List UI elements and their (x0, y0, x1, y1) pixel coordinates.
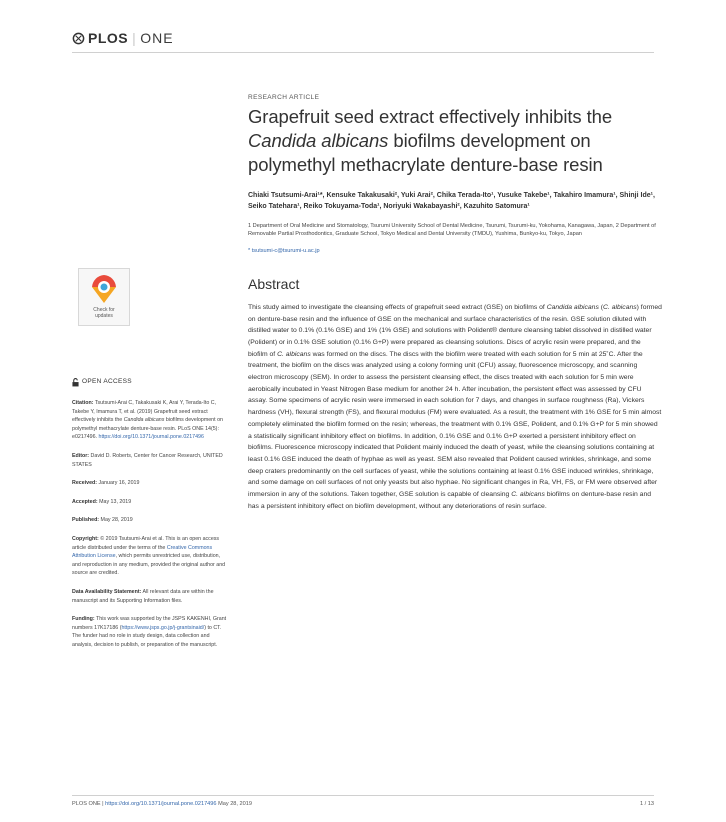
crossmark-icon (89, 273, 119, 305)
license-link[interactable]: Creative Commons Attribution License (72, 544, 213, 560)
accepted-date: Accepted: May 13, 2019 (72, 498, 132, 505)
article-title: Grapefruit seed extract effectively inhibits the Candida albicans biofilms development on polymethyl methacrylate denture-base resin (248, 106, 613, 175)
funding-block: Funding: This work was supported by the JSPS KAKENHI, Grant numbers 17K17186 (https://www.jsps.go.jp/j-grantsinaid/) to CT. The funder had no role in study design, data collection and analysis, decision to publish, or preparation of the manuscript. (72, 616, 227, 648)
page-number: 1 / 13 (640, 801, 654, 807)
data-availability-block: Data Availability Statement: All relevant data are within the manuscript and its Supporting Information files. (72, 588, 214, 604)
check-for-updates-badge[interactable] (78, 268, 130, 326)
open-access-label: OPEN ACCESS (72, 378, 228, 387)
affiliations: 1 Department of Oral Medicine and Stomatology, Tsurumi University School of Dental Medicine, Tsurumi, Tsurumi-ku, Yokohama, Kanagawa, Japan, 2 Department of Removable Partial Prosthodontics, Graduate School, Tokyo Medical and Dental University (TMDU), Yushima, Bunkyo-ku, Tokyo, Japan (248, 223, 656, 238)
footer-divider (72, 795, 654, 796)
article-type: RESEARCH ARTICLE (248, 94, 320, 101)
corresponding-email[interactable]: * tsutsumi-c@tsurumi-u.ac.jp (248, 247, 320, 254)
article-main (248, 94, 662, 512)
plos-logo-icon (72, 32, 85, 45)
citation-block: Citation: Tsutsumi-Arai C, Takakusaki K, Arai Y, Terada-Ito C, Takebe Y, Imamura T, et al. (2019) Grapefruit seed extract effectively inhibits the Candida albicans biofilms development on polymethyl methacrylate denture-base resin. PLoS ONE 14(5): e0217496. https://doi.org/10.1371/journal.pone.0217496 (72, 400, 223, 441)
author-list[interactable]: Chiaki Tsutsumi-Arai¹*, Kensuke Takakusaki², Yuki Arai², Chika Terada-Ito¹, Yusuke Takebe¹, Takahiro Imamura¹, Shinji Ide¹, Seiko Tatehara¹, Reiko Tokuyama-Toda¹, Noriyuki Wakabayashi², Kazuhito Satomura¹ (248, 192, 655, 210)
abstract-text: This study aimed to investigate the cleansing effects of grapefruit seed extract (GSE) on biofilms of Candida albicans (C. albicans) formed on denture-base resin and the influence of GSE on the mechanical and surface characteristics of the resin. GSE solution diluted with distilled water to 0.1% (0.1% GSE) and 1% (1% GSE) and solutions with Polident® denture cleansing tablet dissolved in distilled water (Polident) or in 0.1% GSE solution (0.1% G+P) were prepared as cleansing solutions. Discs of acrylic resin were prepared, and the biofilm of C. albicans was formed on the discs. The discs with the biofilm were treated with each solution for 5 min at 25˚C. After the treatment, the biofilm on the discs was analyzed using a colony forming unit (CFU) assay, fluorescence microscopy, and scanning electron microscopy (SEM). In order to assess the persistent cleansing effect, the discs treated with each solution for 5 min were aerobically incubated in Yeast Nitrogen Base medium for another 24 h. After incubation, the persistent effect was assessed by CFU assay. Some specimens of acrylic resin were immersed in each solution for 7 days, and changes in surface roughness (Ra), Vickers hardness (VH), flexural strength (FS), and flexural modulus (FM) were evaluated. As a result, the treatment with 1% GSE for 5 min almost completely eliminated the biofilm formed on the resin; whereas, the treatment with 0.1% GSE, Polident, and 0.1% G+P for 5 min showed a statistically significant inhibitory effect on biofilms. In addition, 0.1% GSE and 0.1% G+P exerted a persistent inhibitory effect on biofilms. Fluorescence microscopy indicated that Polident mainly induced the death of yeast, while the cleansing solutions containing at least 0.1% GSE induced the death of hyphae as well as yeast. SEM also revealed that Polident caused wrinkles, shrinkage, and some deep craters predominantly on the cell surfaces of yeast, while the solutions containing at least 0.1% GSE induced wrinkles, shrinkage, and some damage on cell surfaces of not only yeasts but also hyphae. No significant changes in Ra, VH, FS, or FM were observed after immersion in any of the solutions. Taken together, GSE solution is capable of cleansing C. albicans biofilms on denture-base resin and has a persistent inhibitory effect on biofilm development, without any deteriorations of resin surface. (248, 303, 662, 510)
footer-doi-link[interactable]: https://doi.org/10.1371/journal.pone.0217496 (105, 801, 217, 807)
copyright-block: Copyright: © 2019 Tsutsumi-Arai et al. This is an open access article distributed under the terms of the Creative Commons Attribution License, which permits unrestricted use, distribution, and reproduction in any medium, provided the original author and source are credited. (72, 535, 226, 577)
funding-link[interactable]: https://www.jsps.go.jp/j-grantsinaid/ (121, 624, 205, 631)
brand-one: ONE (140, 30, 174, 46)
article-sidebar (72, 378, 228, 659)
brand-separator: | (132, 30, 137, 46)
published-date: Published: May 28, 2019 (72, 517, 133, 524)
citation-doi-link[interactable]: https://doi.org/10.1371/journal.pone.0217496 (98, 434, 204, 441)
check-for-updates-label: Check for updates (93, 307, 115, 319)
brand-plos: PLOS (88, 30, 129, 46)
footer-citation: PLOS ONE | https://doi.org/10.1371/journal.pone.0217496 May 28, 2019 (72, 801, 252, 807)
received-date: Received: January 16, 2019 (72, 480, 140, 487)
journal-brand[interactable] (72, 30, 174, 46)
header-divider (72, 52, 654, 53)
open-lock-icon (72, 378, 79, 387)
abstract-heading: Abstract (248, 275, 300, 292)
editor-block: Editor: David D. Roberts, Center for Cancer Research, UNITED STATES (72, 452, 223, 468)
